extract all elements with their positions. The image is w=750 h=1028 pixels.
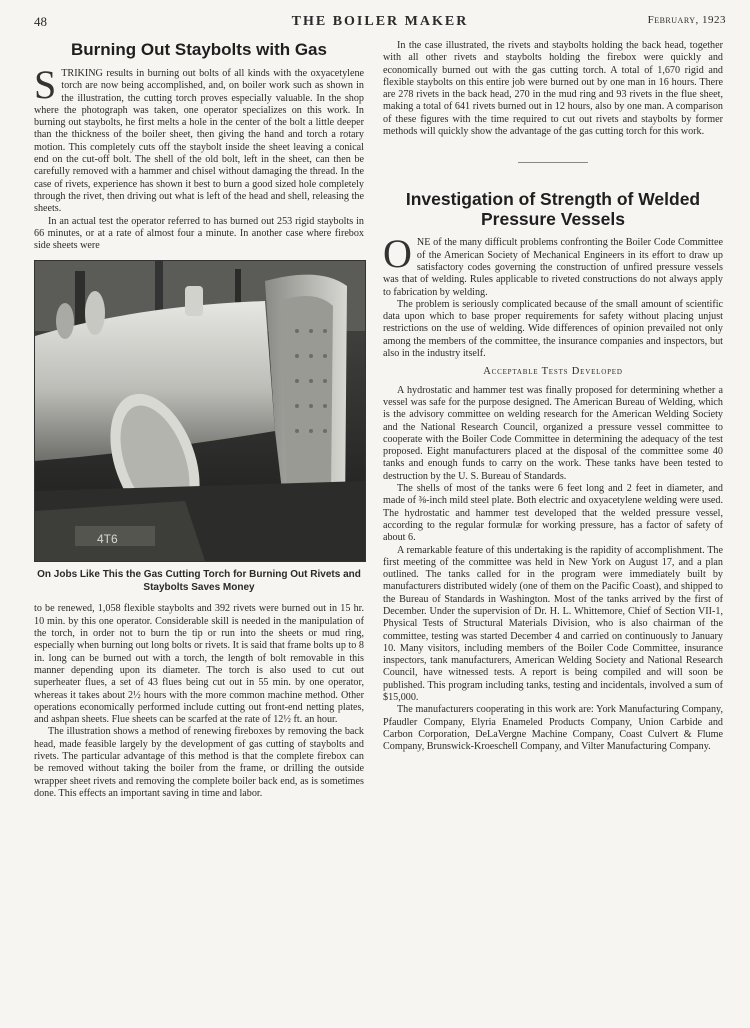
article2-paragraph-3: A hydrostatic and hammer test was finally proposed for determining whether a vessel was safe for the purpose designed. The American Bureau of Welding, which is the advisory committee on welding research for the American Welding Society and the National Research Council, organized a pressure vessel committee to cooperate with the Boiler Code Committee in determining the adequacy of the test proposed. Eight manufacturers placed at the disposal of the committee some 40 tanks and enough funds to carry on the work. These tanks have been tested to destruction by the U. S. Bureau of Standards. (383, 384, 723, 482)
locomotive-number-text: 4T6 (97, 532, 118, 547)
section-subhead: Acceptable Tests Developed (483, 366, 623, 378)
photo-caption: On Jobs Like This the Gas Cutting Torch for Burning Out Rivets and Staybolts Saves Money (37, 569, 361, 594)
left-column (34, 40, 364, 800)
page-number: 48 (34, 14, 47, 29)
magazine-title: THE BOILER MAKER (291, 14, 469, 29)
boiler-firebox-image (35, 261, 365, 561)
article2-paragraph-6: The manufacturers cooperating in this work are: York Manufacturing Company, Pfaudler Company, Elyria Enameled Products Company, Union Carbide and Carbon Corporation, DeLaVergne Machine Company, Coast Culvert & Flume Company, Brunswick-Kroeschell Company, and Vilter Manufacturing Company. (383, 704, 723, 753)
drop-cap: O (383, 231, 412, 277)
article2-paragraph-5: A remarkable feature of this undertaking is the rapidity of accomplishment. The first meeting of the committee was held in New York on August 17, and a plan outlined. The tanks called for in the program were immediately built by manufacturers distributed widely (one of them on the Pacific Coast), and shipped to the Bureau of Standards in Washington. Most of the tanks arrived by the first of December. Under the supervision of Dr. H. L. Whittemore, Chief of Section VII-1, Physical Tests of Structural Materials Division, who is also chairman of the committee, testing was started December 4 and carried on continuously to January 10. Many visitors, including members of the Boiler Code Committee, insurance inspectors, tank manufacturers, American Welding Society and National Research Council, have witnessed tests. A report is being compiled and will soon be published. This program including tanks, testing and incidentals, involved a sum of $15,000. (383, 544, 723, 704)
right-column (383, 40, 723, 754)
drop-cap: S (34, 62, 57, 107)
article1-paragraph-4: The illustration shows a method of renewing fireboxes by removing the back head, made feasible largely by the development of gas cutting of staybolts and rivets. The particular advantage of this method is that the complete firebox can be removed without taking the boiler from the frame, or drilling the outside wrapper sheet rivets and removing the complete boiler back end, as is sometimes done. This effects an important saving in time and labor. (34, 726, 364, 799)
boiler-photograph (34, 260, 366, 562)
article-title-staybolts: Burning Out Staybolts with Gas (71, 40, 327, 59)
article1-paragraph-2: In an actual test the operator referred to has burned out 253 rigid staybolts in 66 minutes, or at a rate of almost four a minute. In another case where firebox side sheets were (34, 215, 364, 252)
issue-date: February, 1923 (647, 14, 726, 26)
article1-paragraph-3: to be renewed, 1,058 flexible staybolts and 392 rivets were burned out in 15 hr. 10 min. by this one operator. Considerable skill is needed in the manipulation of the torch, in order not to burn the tip or run into the sheets or mud ring, especially when burning out long bolts or rivets. It is said that frame bolts up to 8 in. long can be burned out with a torch, the length of bolt removable in this manner depending upon its diameter. The torch is also used to cut out superheater flues, a set of 43 flues being cut out in 55 min. by one operator, whereas it takes about 2½ hours with the more common machine method. Other operations economically performed include cutting out front-end netting plates, and ashpan sheets. Flue sheets can be scarfed at the rate of 12½ ft. an hour. (34, 603, 364, 726)
article2-paragraph-1: ONE of the many difficult problems confronting the Boiler Code Committee of the American Society of Mechanical Engineers in its effort to draw up satisfactory codes governing the construction of unfired pressure vessels was that of welding. Rules applicable to riveted constructions do not always apply to fabrication by welding. (383, 231, 723, 298)
page-header (34, 14, 726, 34)
article-title-welded-vessels: Investigation of Strength of Welded Pressure Vessels (405, 189, 701, 230)
article2-paragraph-4: The shells of most of the tanks were 6 feet long and 2 feet in diameter, and made of ⅜-inch mild steel plate. Both electric and oxyacetylene welding were used. The hydrostatic and hammer test developed that the welded pressure vessel, according to the regular formulæ for working pressure, has a factor of safety of about 6. (383, 483, 723, 544)
article-divider (518, 162, 588, 163)
article2-paragraph-2: The problem is seriously complicated because of the small amount of scientific data upon which to base proper requirements for safety without placing unjust restrictions on the use of welding. Wide differences of opinion prevailed not only among the members of the committee, the insurance companies and inspectors, but also in the industry itself. (383, 298, 723, 360)
article1-paragraph-1: STRIKING results in burning out bolts of all kinds with the oxyacetylene torch are now being accomplished, and, on boiler work such as shown in the illustration, the cutting torch proves especially valuable. In the shop where the photograph was taken, one operator specializes on this work. In burning out staybolts, he first melts a hole in the center of the bolt a little deeper than the thickness of the boiler sheet, then giving the hand and torch a rotary motion. This completely cuts off the staybolt inside the sheet leaving a conical end on the cut-off bolt. The shell of the old bolt, left in the sheet, can then be carefully removed with a hammer and chisel without damaging the thread. In the case of rivets, experience has shown it best to burn a good sized hole completely through the rivet, then driving out what is left of the head and shell, releasing the sheets. (34, 62, 364, 215)
article1-paragraph-5: In the case illustrated, the rivets and staybolts holding the back head, together with all other rivets and staybolts holding the firebox were quickly and economically burned out with the gas cutting torch. A total of 1,670 rigid and flexible staybolts on this entire job were burned out by one man in 16 hours. There are 278 rivets in the back head, 270 in the mud ring and 93 rivets in the flue sheet, making a total of 641 rivets burned out in 12 hours, also by one man. A comparison of these figures with the time required to cut out rivets and staybolts by former methods will quickly show the advantage of the gas cutting torch for this work. (383, 40, 723, 138)
